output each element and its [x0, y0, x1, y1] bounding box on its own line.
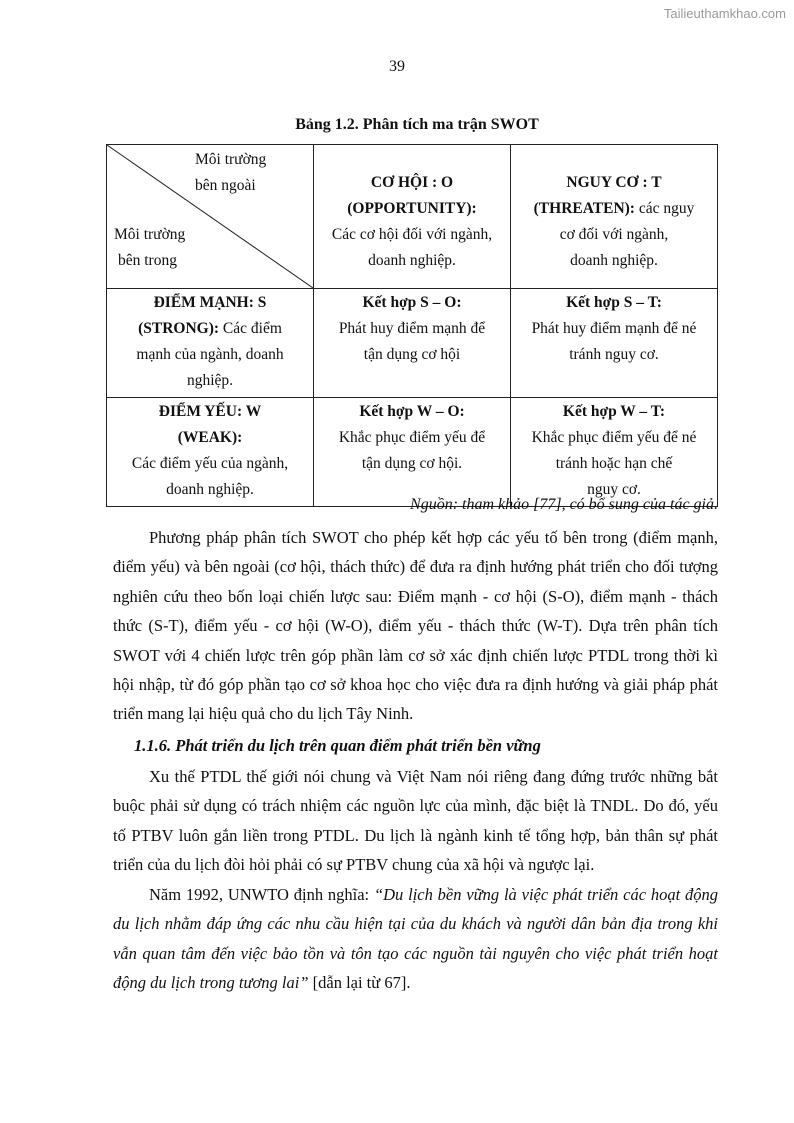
section-heading: 1.1.6. Phát triển du lịch trên quan điểm phát triển bền vững — [134, 736, 541, 755]
so-strategy-cell: Kết hợp S – O: Phát huy điểm mạnh để tận dụng cơ hội — [314, 289, 511, 398]
paragraph-unwto-definition: Năm 1992, UNWTO định nghĩa: “Du lịch bền vững là việc phát triển các hoạt động du lịch nhằm đáp ứng các nhu cầu hiện tại của du khách và người dân bản địa trong khi vẫn quan tâm đến việc bảo tồn và tôn tạo các nguồn tài nguyên cho việc phát triển hoạt động du lịch trong tương lai” [dẫn lại từ 67]. — [113, 885, 718, 993]
wo-strategy-cell: Kết hợp W – O: Khắc phục điểm yếu để tận dụng cơ hội. — [314, 398, 511, 507]
paragraph-swot-method: Phương pháp phân tích SWOT cho phép kết hợp các yếu tố bên trong (điểm mạnh, điểm yếu) và bên ngoài (cơ hội, thách thức) để đưa ra định hướng phát triển cho đối tượng nghiên cứu theo bốn loại chiến lược sau: Điểm mạnh - cơ hội (S-O), điểm mạnh - thách thức (S-T), điểm yếu - cơ hội (W-O), điểm yếu - thách thức (W-T). Dựa trên phân tích SWOT với 4 chiến lược trên góp phần làm cơ sở xác định chiến lược PTDL trong thời kì hội nhập, từ đó góp phần tạo cơ sở khoa học cho việc đưa ra định hướng và giải pháp phát triển mang lại hiệu quả cho du lịch Tây Ninh. — [113, 528, 718, 724]
corner-cell — [107, 145, 314, 289]
weakness-cell: ĐIỂM YẾU: W (WEAK): Các điểm yếu của ngành, doanh nghiệp. — [107, 398, 314, 507]
page-number: 39 — [389, 58, 405, 75]
swot-table — [106, 144, 718, 507]
table-source-note: Nguồn: tham khảo [77], có bổ sung của tác giả. — [410, 496, 718, 513]
st-strategy-cell: Kết hợp S – T: Phát huy điểm mạnh để né tránh nguy cơ. — [511, 289, 718, 398]
table-caption: Bảng 1.2. Phân tích ma trận SWOT — [295, 116, 539, 133]
paragraph-sustainability-trend: Xu thế PTDL thế giới nói chung và Việt Nam nói riêng đang đứng trước những bắt buộc phải sử dụng có trách nhiệm các nguồn lực của mình, đặc biệt là TNDL. Do đó, yếu tố PTBV luôn gắn liền trong PTDL. Du lịch là ngành kinh tế tổng hợp, bản thân sự phát triển của du lịch đòi hỏi phải có sự PTBV chung của xã hội và ngược lại. — [113, 767, 718, 875]
opportunity-header: CƠ HỘI : O (OPPORTUNITY): Các cơ hội đối với ngành, doanh nghiệp. — [314, 145, 511, 289]
strength-cell: ĐIỂM MẠNH: S (STRONG): Các điểm mạnh của ngành, doanh nghiệp. — [107, 289, 314, 398]
outer-environment-label: Môi trường bên ngoài — [195, 151, 267, 194]
wt-strategy-cell: Kết hợp W – T: Khắc phục điểm yếu để né tránh hoặc hạn chế nguy cơ. — [511, 398, 718, 507]
inner-environment-label: Môi trường bên trong — [114, 226, 186, 269]
watermark: Tailieuthamkhao.com — [663, 6, 786, 21]
threat-header: NGUY CƠ : T (THREATEN): các nguy cơ đối với ngành, doanh nghiệp. — [511, 145, 718, 289]
